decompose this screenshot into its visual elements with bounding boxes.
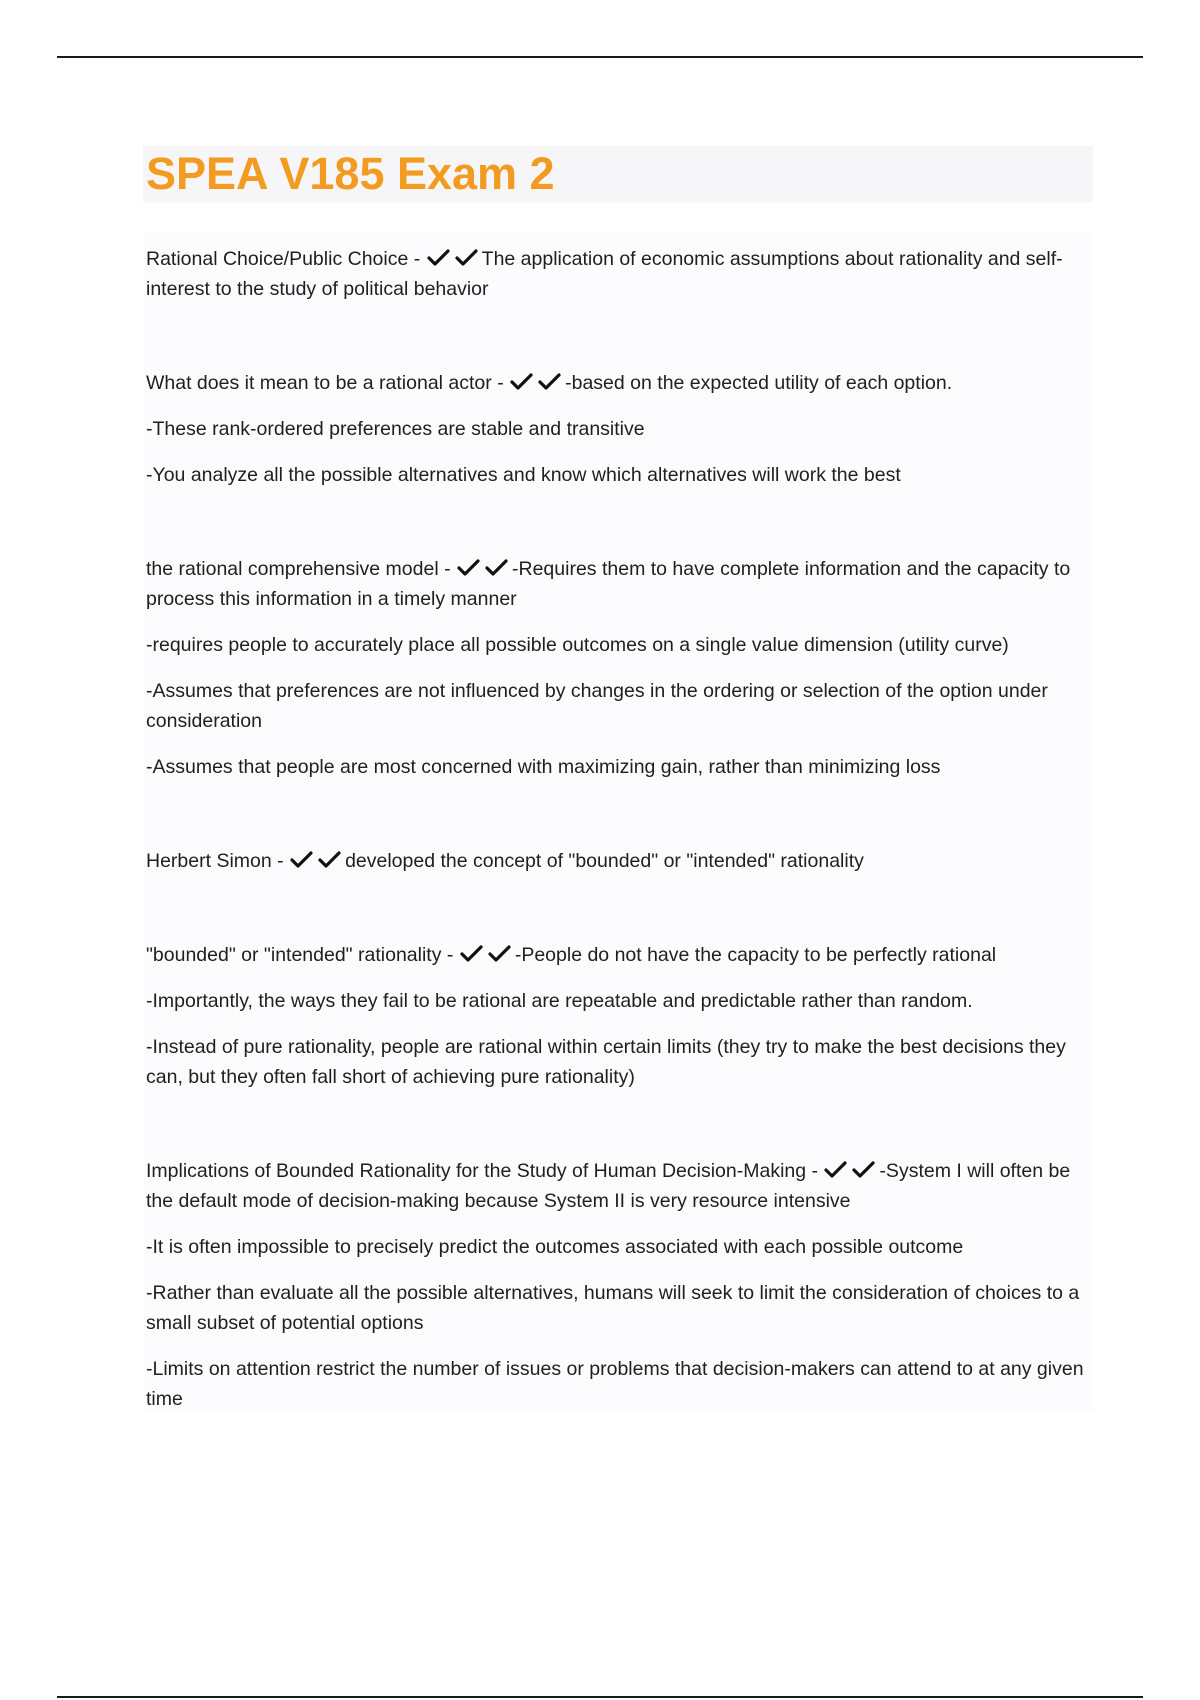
flashcard-term: the rational comprehensive model (146, 558, 439, 580)
check-icon (317, 850, 343, 870)
check-icon (509, 372, 535, 392)
check-icon (459, 944, 485, 964)
definition-line: -These rank-ordered preferences are stable and transitive (146, 418, 645, 440)
flashcard (146, 244, 1091, 304)
definition-line: -Assumes that people are most concerned with maximizing gain, rather than minimizing loss (146, 756, 941, 778)
flashcard (146, 368, 1091, 490)
check-icon (289, 850, 315, 870)
definition-line: -You analyze all the possible alternatives and know which alternatives will work the best (146, 464, 901, 486)
flashcard-definition: -Requires them to have complete information and the capacity to process this information in a timely manner (146, 558, 1071, 610)
flashcard-list (146, 244, 1091, 1478)
check-icon (454, 248, 480, 268)
flashcard-definition: -based on the expected utility of each option. (565, 372, 953, 394)
term-separator: - (408, 248, 426, 270)
flashcard (146, 1156, 1091, 1414)
header-rule (57, 56, 1143, 58)
flashcard-term: Rational Choice/Public Choice (146, 248, 409, 270)
check-icon (426, 248, 452, 268)
flashcard-term: What does it mean to be a rational actor (146, 372, 492, 394)
footer-rule (57, 1696, 1143, 1698)
flashcard-term: "bounded" or "intended" rationality (146, 944, 442, 966)
definition-line: -Rather than evaluate all the possible alternatives, humans will seek to limit the consideration of choices to a small subset of potential options (146, 1282, 1080, 1334)
flashcard-term-line (146, 554, 1091, 614)
flashcard-term-line (146, 846, 1091, 876)
term-separator: - (271, 850, 290, 872)
flashcard-term: Herbert Simon (146, 850, 272, 872)
flashcard-definition: The application of economic assumptions about rationality and self-interest to the study of political behavior (146, 248, 1063, 300)
term-separator: - (441, 944, 459, 966)
flashcard-term: Implications of Bounded Rationality for the Study of Human Decision-Making (146, 1160, 807, 1182)
term-separator: - (491, 372, 510, 394)
check-icon (537, 372, 563, 392)
check-icon (851, 1160, 877, 1180)
document-title: SPEA V185 Exam 2 (146, 148, 555, 199)
flashcard-definition: -System I will often be the default mode of decision-making because System II is very resource intensive (146, 1160, 1071, 1212)
flashcard-term-line (146, 368, 1091, 398)
definition-line: -Importantly, the ways they fail to be rational are repeatable and predictable rather than random. (146, 990, 973, 1012)
check-icon (484, 558, 510, 578)
definition-line: -Instead of pure rationality, people are rational within certain limits (they try to make the best decisions they can, but they often fall short of achieving pure rationality) (146, 1036, 1066, 1088)
definition-line: -It is often impossible to precisely predict the outcomes associated with each possible outcome (146, 1236, 964, 1258)
check-icon (823, 1160, 849, 1180)
check-icon (456, 558, 482, 578)
flashcard-term-line (146, 1156, 1091, 1216)
definition-line: -Limits on attention restrict the number of issues or problems that decision-makers can attend to at any given time (146, 1358, 1084, 1410)
flashcard-definition: -People do not have the capacity to be perfectly rational (514, 944, 997, 966)
term-separator: - (806, 1160, 824, 1182)
flashcard (146, 554, 1091, 782)
check-icon (487, 944, 513, 964)
flashcard (146, 846, 1091, 876)
flashcard-term-line (146, 940, 1091, 970)
flashcard-term-line (146, 244, 1091, 304)
flashcard (146, 940, 1091, 1092)
term-separator: - (438, 558, 457, 580)
definition-line: -Assumes that preferences are not influenced by changes in the ordering or selection of the option under consideration (146, 680, 1048, 732)
definition-line: -requires people to accurately place all possible outcomes on a single value dimension (utility curve) (146, 634, 1009, 656)
flashcard-definition: developed the concept of "bounded" or "intended" rationality (345, 850, 864, 872)
